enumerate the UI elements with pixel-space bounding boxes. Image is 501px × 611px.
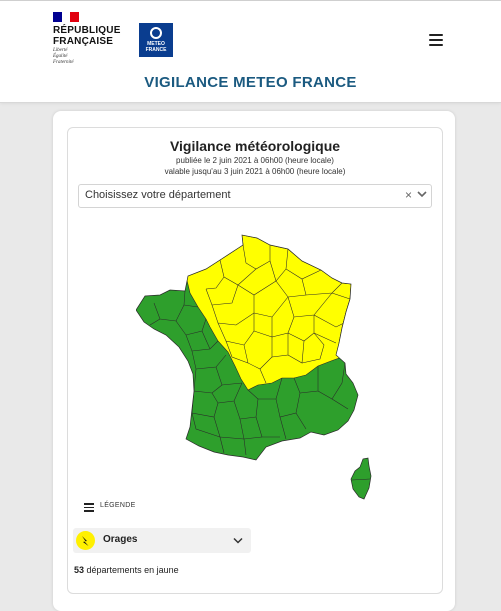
top-border <box>0 0 501 1</box>
phenomenon-selector[interactable] <box>73 528 251 553</box>
site-title: VIGILANCE METEO FRANCE <box>144 74 357 91</box>
republique-title: RÉPUBLIQUE FRANÇAISE <box>53 25 121 47</box>
corsica[interactable] <box>351 458 371 499</box>
france-vigilance-map[interactable] <box>136 233 376 503</box>
thunderstorm-icon <box>76 531 95 550</box>
hamburger-menu-icon[interactable] <box>429 34 443 46</box>
published-date: publiée le 2 juin 2021 à 06h00 (heure locale) <box>176 156 334 165</box>
list-icon <box>84 503 94 512</box>
meteo-france-logo[interactable] <box>139 23 173 57</box>
vigilance-title: Vigilance météorologique <box>169 138 341 154</box>
legend-label: LÉGENDE <box>100 502 136 509</box>
republique-francaise-logo[interactable] <box>53 12 123 72</box>
meteo-france-mark-icon <box>150 27 162 39</box>
french-flag-icon <box>53 12 79 22</box>
site-header <box>0 0 501 103</box>
clear-icon[interactable]: × <box>405 188 413 202</box>
yellow-department-count <box>74 565 179 575</box>
valid-until-date: valable jusqu'au 3 juin 2021 à 06h00 (heure locale) <box>164 167 346 176</box>
chevron-down-icon[interactable] <box>417 189 427 199</box>
republique-motto: Liberté Égalité Fraternité <box>53 48 74 65</box>
department-select[interactable] <box>78 184 432 208</box>
phenomenon-label: Orages <box>103 534 138 545</box>
chevron-down-icon[interactable] <box>233 536 243 545</box>
mainland-france <box>136 235 358 460</box>
department-select-placeholder: Choisissez votre département <box>85 189 231 201</box>
yellow-count-value: 53 <box>74 565 85 575</box>
yellow-count-text: départements en jaune <box>86 565 179 575</box>
meteo-france-logo-text: METEO FRANCE <box>145 41 167 53</box>
